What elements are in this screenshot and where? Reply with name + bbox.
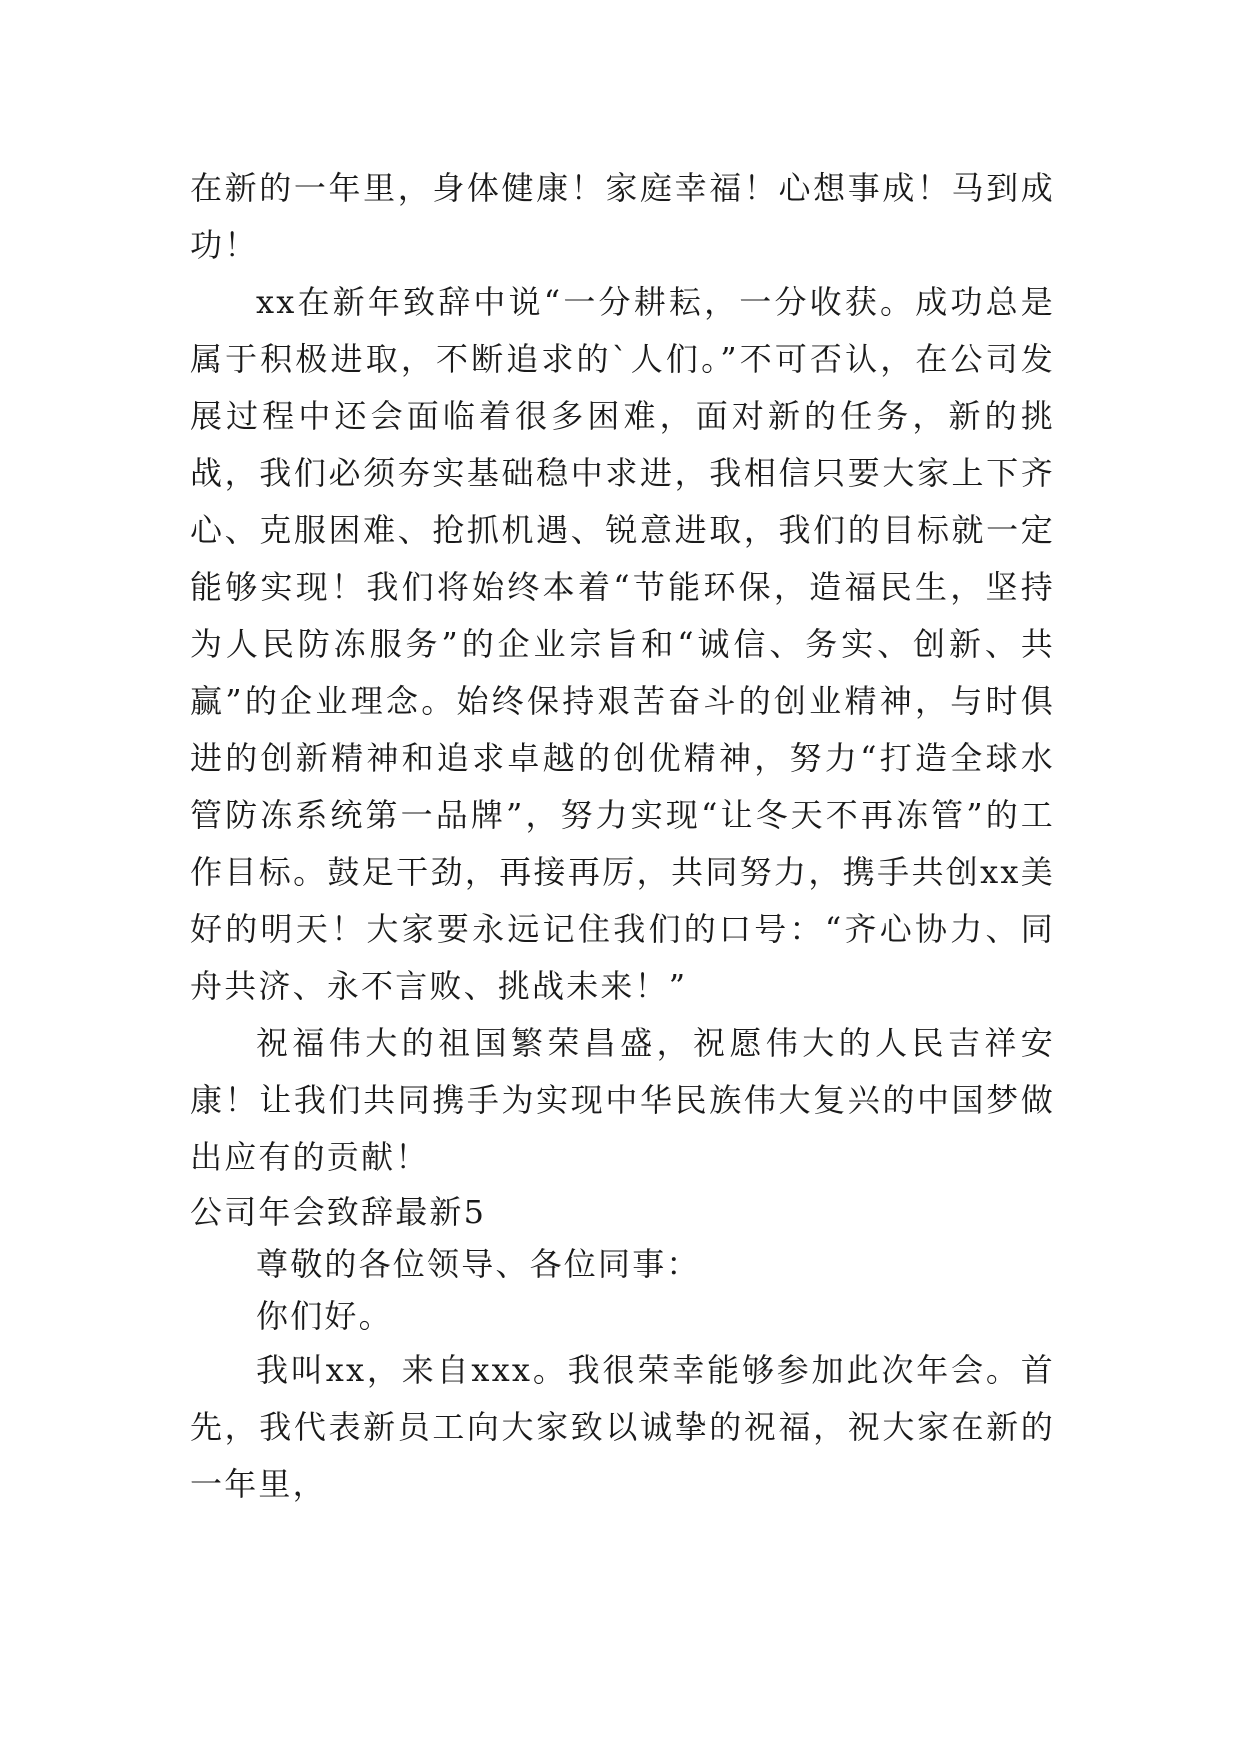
greeting: 你们好。	[256, 1297, 393, 1335]
paragraph-closing-wishes: 在新的一年里，身体健康！家庭幸福！心想事成！马到成功！	[190, 169, 1055, 264]
salutation: 尊敬的各位领导、各位同事：	[256, 1245, 701, 1283]
section-title: 公司年会致辞最新5	[190, 1193, 487, 1231]
paragraph-new-year-speech: xx在新年致辞中说“一分耕耘，一分收获。成功总是属于积极进取，不断追求的`人们。”不可否认，在公司发展过程中还会面临着很多困难，面对新的任务，新的挑战，我们必须夯实基础稳中求进，我相信只要大家上下齐心、克服困难、抢抓机遇、锐意进取，我们的目标就一定能够实现！我们将始终本着“节能环保，造福民生，坚持为人民防冻服务”的企业宗旨和“诚信、务实、创新、共赢”的企业理念。始终保持艰苦奋斗的创业精神，与时俱进的创新精神和追求卓越的创优精神，努力“打造全球水管防冻系统第一品牌”，努力实现“让冬天不再冻管”的工作目标。鼓足干劲，再接再厉，共同努力，携手共创xx美好的明天！大家要永远记住我们的口号：“齐心协力、同舟共济、永不言败、挑战未来！”	[190, 283, 1055, 1005]
paragraph-blessing: 祝福伟大的祖国繁荣昌盛，祝愿伟大的人民吉祥安康！让我们共同携手为实现中华民族伟大复兴的中国梦做出应有的贡献！	[190, 1024, 1055, 1176]
paragraph-introduction: 我叫xx，来自xxx。我很荣幸能够参加此次年会。首先，我代表新员工向大家致以诚挚的祝福，祝大家在新的一年里，	[190, 1351, 1055, 1503]
document-body	[190, 160, 1055, 1513]
